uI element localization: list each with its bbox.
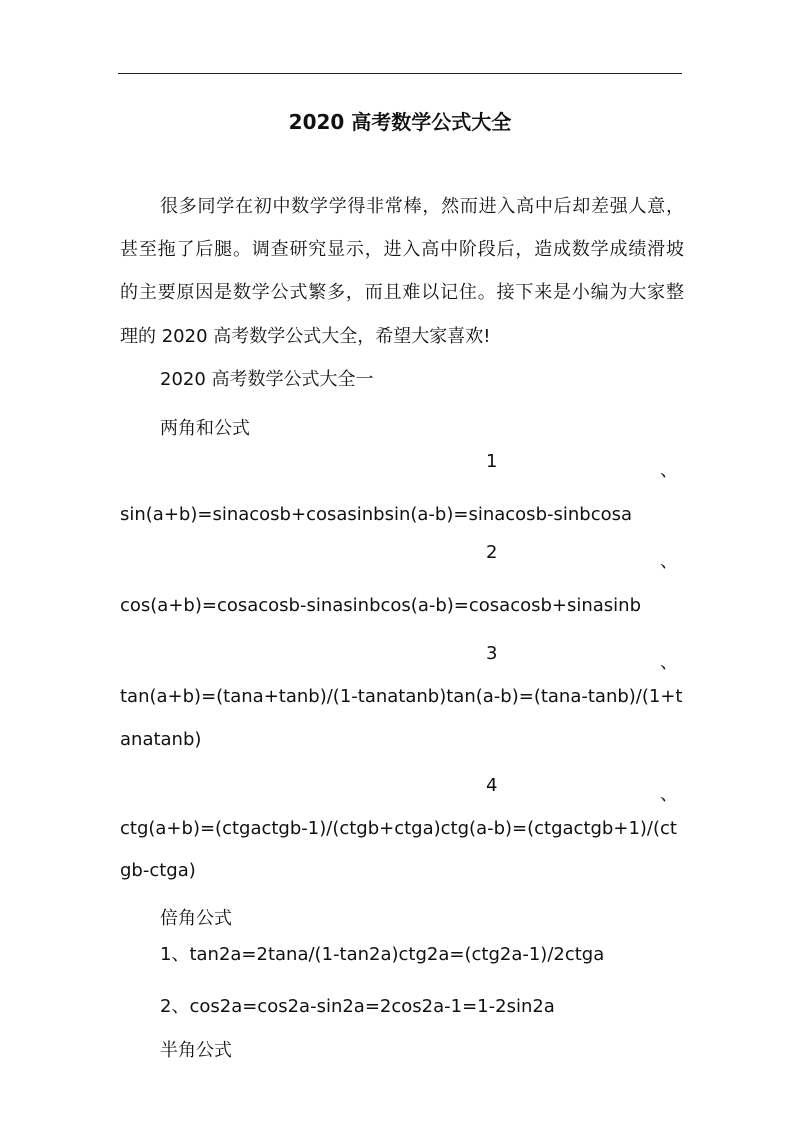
double-angle-formula: 1、tan2a=2tana/(1-tan2a)ctg2a=(ctg2a-1)/2ctga — [160, 944, 605, 965]
double-angle-heading: 倍角公式 — [160, 908, 232, 929]
formula-text: ctg(a+b)=(ctgactgb-1)/(ctgb+ctga)ctg(a-b)=(ctgactgb+1)/(ct — [120, 818, 677, 839]
intro-line: 很多同学在初中数学学得非常棒，然而进入高中后却差强人意， — [160, 196, 684, 217]
section-heading: 2020 高考数学公式大全一 — [160, 369, 374, 390]
intro-line: 甚至拖了后腿。调查研究显示，进入高中阶段后，造成数学成绩滑坡 — [120, 239, 684, 260]
half-angle-heading: 半角公式 — [160, 1040, 232, 1061]
formula-text: tan(a+b)=(tana+tanb)/(1-tanatanb)tan(a-b)=(tana-tanb)/(1+t — [120, 686, 683, 707]
formula-text-continued: gb-ctga) — [120, 860, 196, 881]
formula-enum-mark: 、 — [660, 551, 678, 572]
double-angle-formula: 2、cos2a=cos2a-sin2a=2cos2a-1=1-2sin2a — [160, 996, 555, 1017]
formula-text: cos(a+b)=cosacosb-sinasinbcos(a-b)=cosacosb+sinasinb — [120, 595, 642, 616]
header-rule — [118, 73, 682, 74]
formula-text: sin(a+b)=sinacosb+cosasinbsin(a-b)=sinacosb-sinbcosa — [120, 504, 633, 525]
formula-enum-mark: 、 — [660, 784, 678, 805]
intro-line: 理的 2020 高考数学公式大全，希望大家喜欢! — [120, 326, 491, 347]
formula-number: 1 — [486, 451, 498, 472]
document-title: 2020 高考数学公式大全 — [288, 110, 512, 134]
formula-number: 3 — [486, 643, 498, 664]
formula-text-continued: anatanb) — [120, 729, 202, 750]
formula-enum-mark: 、 — [660, 652, 678, 673]
formula-enum-mark: 、 — [660, 460, 678, 481]
formula-number: 2 — [486, 542, 498, 563]
intro-line: 的主要原因是数学公式繁多，而且难以记住。接下来是小编为大家整 — [120, 282, 684, 303]
formula-number: 4 — [486, 775, 498, 796]
sum-formulas-heading: 两角和公式 — [160, 418, 250, 439]
